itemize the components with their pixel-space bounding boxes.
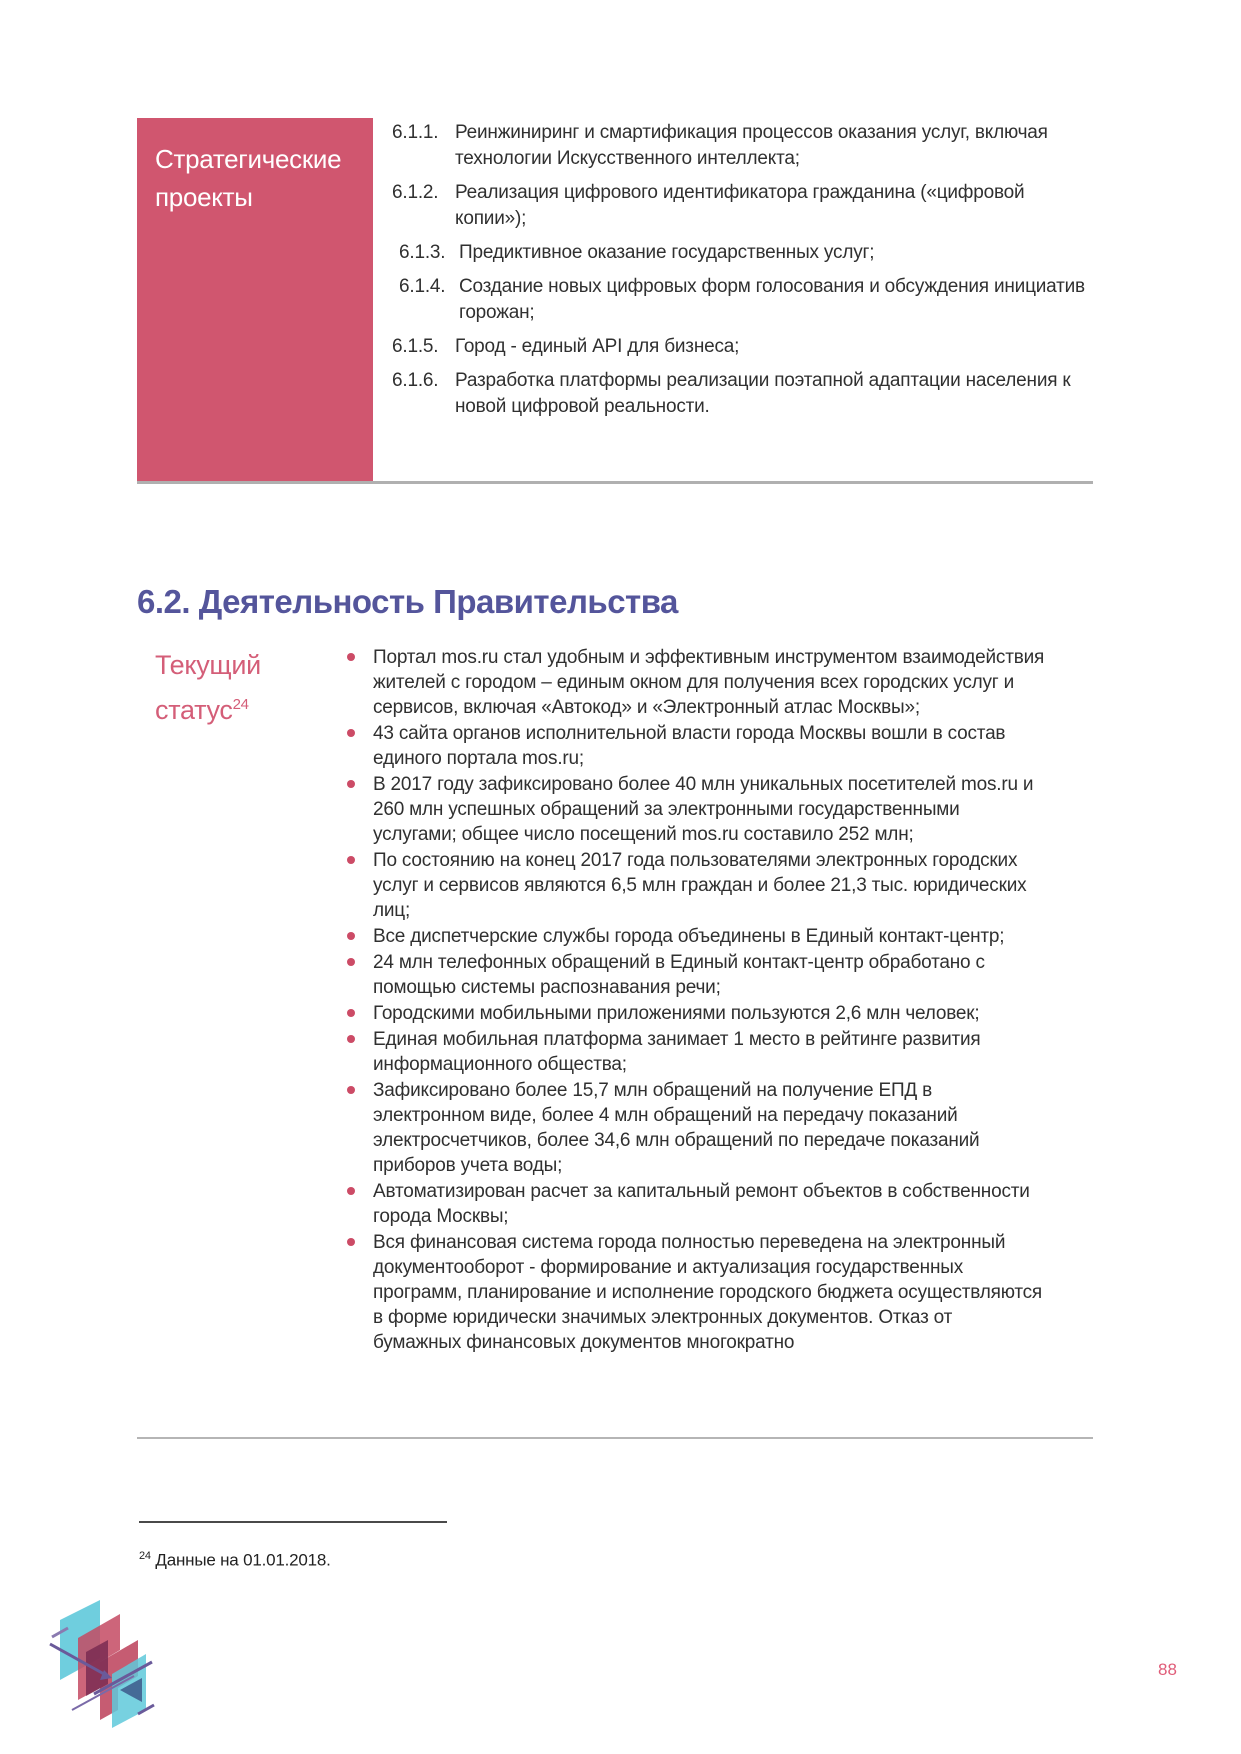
item-number: 6.1.3. bbox=[399, 242, 446, 263]
bullet-text: Вся финансовая система города полностью переведена на электронный документооборот - формирование и актуализация государственных программ, планирование и исполнение городского бюджета осуществляются в форме юридически значимых электронных документов. Отказ от бумажных финансовых документов многократно bbox=[373, 1232, 1043, 1353]
strategic-item bbox=[392, 368, 1096, 420]
current-status-bullet-list bbox=[345, 645, 1045, 1356]
status-label-line1: Текущий bbox=[155, 650, 261, 680]
current-status-label bbox=[155, 645, 355, 730]
status-bullet bbox=[345, 1230, 1045, 1355]
status-bullet bbox=[345, 1078, 1045, 1178]
status-bullet bbox=[345, 721, 1045, 771]
item-number: 6.1.6. bbox=[392, 370, 439, 391]
item-text: Реинжиниринг и смартификация процессов оказания услуг, включая технологии Искусственного интеллекта; bbox=[455, 122, 1048, 169]
strategic-projects-label: Стратегические проекты bbox=[155, 144, 342, 212]
section-heading: 6.2. Деятельность Правительства bbox=[137, 583, 678, 621]
status-bullet bbox=[345, 848, 1045, 923]
status-bullet bbox=[345, 1179, 1045, 1229]
bullet-icon bbox=[347, 1187, 355, 1195]
status-bullet bbox=[345, 924, 1045, 949]
bullet-icon bbox=[347, 856, 355, 864]
bullet-icon bbox=[347, 780, 355, 788]
bullet-text: В 2017 году зафиксировано более 40 млн уникальных посетителей mos.ru и 260 млн успешных обращений за электронными государственными услугами; общее число посещений mos.ru составило 252 млн; bbox=[373, 774, 1034, 845]
bullet-text: Зафиксировано более 15,7 млн обращений на получение ЕПД в электронном виде, более 4 млн обращений на передачу показаний электросчетчиков, более 34,6 млн обращений по передаче показаний приборов учета воды; bbox=[373, 1080, 980, 1176]
status-bullet bbox=[345, 645, 1045, 720]
footnote-marker: 24 bbox=[139, 1550, 151, 1562]
bullet-icon bbox=[347, 1086, 355, 1094]
bullet-icon bbox=[347, 958, 355, 966]
item-number: 6.1.1. bbox=[392, 122, 439, 143]
item-number: 6.1.5. bbox=[392, 336, 439, 357]
status-row-divider bbox=[137, 1437, 1093, 1439]
status-label-line2: статус bbox=[155, 695, 233, 725]
bullet-icon bbox=[347, 1035, 355, 1043]
footnote-text: Данные на 01.01.2018. bbox=[155, 1550, 331, 1570]
bullet-text: Городскими мобильными приложениями пользуются 2,6 млн человек; bbox=[373, 1003, 980, 1024]
status-footnote-ref: 24 bbox=[232, 696, 249, 713]
strategic-item bbox=[392, 120, 1096, 172]
bullet-text: По состоянию на конец 2017 года пользователями электронных городских услуг и сервисов являются 6,5 млн граждан и более 21,3 тыс. юридических лиц; bbox=[373, 850, 1027, 921]
bullet-icon bbox=[347, 653, 355, 661]
bullet-icon bbox=[347, 1009, 355, 1017]
top-row-divider bbox=[137, 481, 1093, 484]
mosaic-logo-icon bbox=[42, 1592, 162, 1747]
item-number: 6.1.2. bbox=[392, 182, 439, 203]
status-bullet bbox=[345, 950, 1045, 1000]
strategic-item bbox=[392, 240, 1096, 266]
status-bullet bbox=[345, 1001, 1045, 1026]
strategic-projects-label-cell bbox=[137, 118, 373, 483]
item-text: Создание новых цифровых форм голосования и обсуждения инициатив горожан; bbox=[459, 276, 1085, 323]
page-number: 88 bbox=[1158, 1660, 1177, 1679]
bullet-icon bbox=[347, 932, 355, 940]
bullet-text: Портал mos.ru стал удобным и эффективным инструментом взаимодействия жителей с городом – единым окном для получения всех городских услуг и сервисов, включая «Автокод» и «Электронный атлас Москвы»; bbox=[373, 647, 1045, 718]
bullet-text: Единая мобильная платформа занимает 1 место в рейтинге развития информационного общества; bbox=[373, 1029, 981, 1075]
strategic-projects-list bbox=[392, 120, 1096, 428]
bullet-text: Автоматизирован расчет за капитальный ремонт объектов в собственности города Москвы; bbox=[373, 1181, 1030, 1227]
footnote-rule bbox=[139, 1521, 447, 1523]
strategic-item bbox=[392, 180, 1096, 232]
item-text: Разработка платформы реализации поэтапной адаптации населения к новой цифровой реальности. bbox=[455, 370, 1071, 417]
item-text: Предиктивное оказание государственных услуг; bbox=[459, 242, 875, 263]
bullet-icon bbox=[347, 729, 355, 737]
status-bullet bbox=[345, 772, 1045, 847]
item-text: Реализация цифрового идентификатора гражданина («цифровой копии»); bbox=[455, 182, 1025, 229]
item-number: 6.1.4. bbox=[399, 276, 446, 297]
item-text: Город - единый API для бизнеса; bbox=[455, 336, 740, 357]
footnote bbox=[139, 1550, 331, 1571]
strategic-item bbox=[392, 274, 1096, 326]
status-bullet bbox=[345, 1027, 1045, 1077]
bullet-text: 43 сайта органов исполнительной власти города Москвы вошли в состав единого портала mos.ru; bbox=[373, 723, 1006, 769]
bullet-text: 24 млн телефонных обращений в Единый контакт-центр обработано с помощью системы распознавания речи; bbox=[373, 952, 985, 998]
bullet-text: Все диспетчерские службы города объединены в Единый контакт-центр; bbox=[373, 926, 1005, 947]
bullet-icon bbox=[347, 1238, 355, 1246]
strategic-item bbox=[392, 334, 1096, 360]
